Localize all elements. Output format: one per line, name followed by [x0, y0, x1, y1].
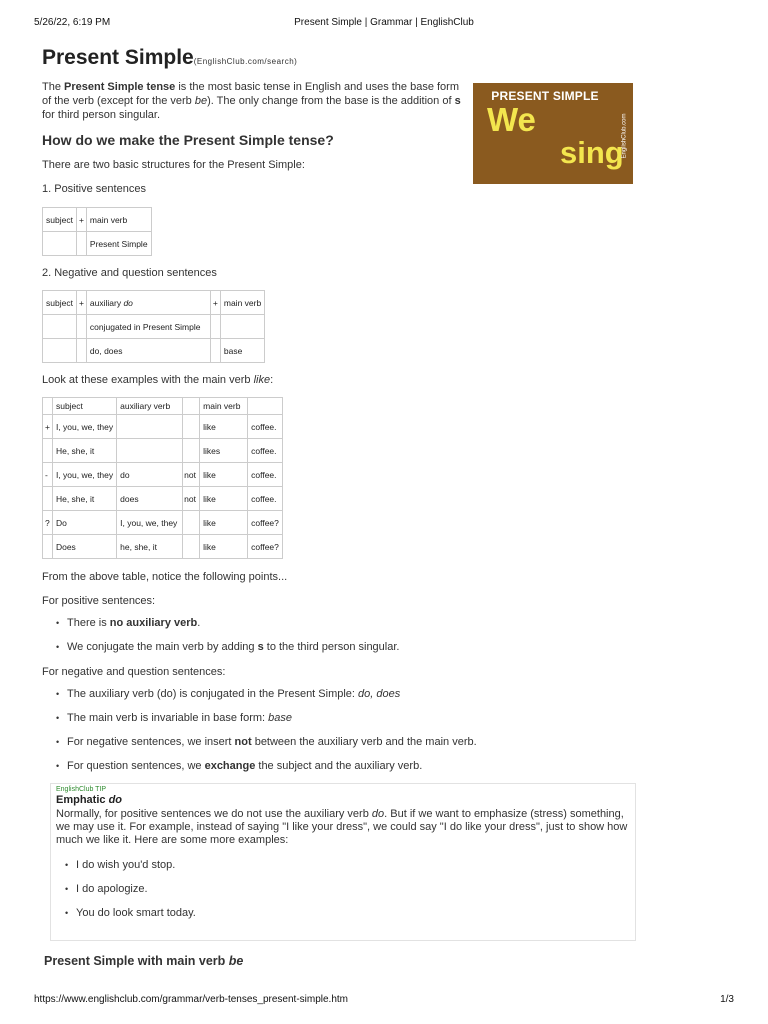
table-cell — [43, 315, 77, 339]
table-cell: not — [183, 487, 200, 511]
list-item: • For question sentences, we exchange the subject and the auxiliary verb. — [42, 759, 477, 773]
print-page-title: Present Simple | Grammar | EnglishClub — [294, 17, 474, 28]
positive-points-list — [42, 616, 399, 654]
table-row — [43, 415, 283, 439]
table-cell: likes — [200, 439, 248, 463]
table-cell — [117, 439, 183, 463]
table-cell: I, you, we, they — [117, 511, 183, 535]
table-cell: coffee. — [248, 439, 283, 463]
table-cell: + — [76, 208, 86, 232]
tip-title: Emphatic do — [56, 794, 123, 806]
table-cell: not — [183, 463, 200, 487]
print-page-number: 1/3 — [720, 994, 734, 1005]
section-heading-be: Present Simple with main verb be — [44, 954, 244, 968]
table-cell — [43, 339, 77, 363]
table-cell — [43, 232, 77, 256]
table-cell — [43, 439, 53, 463]
print-url: https://www.englishclub.com/grammar/verb-tenses_present-simple.htm — [34, 994, 349, 1005]
table-row — [43, 208, 152, 232]
table-cell: coffee. — [248, 415, 283, 439]
table-cell — [43, 487, 53, 511]
table-cell: Does — [52, 535, 116, 559]
table-cell: like — [200, 487, 248, 511]
table-cell: main verb — [86, 208, 151, 232]
table-row — [43, 291, 265, 315]
table-row — [43, 439, 283, 463]
logo-heading: PRESENT SIMPLE — [491, 89, 599, 103]
table-cell: auxiliary verb — [117, 398, 183, 415]
table-row — [43, 339, 265, 363]
table-cell — [76, 339, 86, 363]
table-cell: do, does — [86, 339, 210, 363]
list-item: • The auxiliary verb (do) is conjugated in the Present Simple: do, does — [42, 687, 477, 701]
table-row — [43, 232, 152, 256]
table-cell: does — [117, 487, 183, 511]
table-cell — [76, 315, 86, 339]
table-cell: like — [200, 415, 248, 439]
logo-we: We — [487, 101, 536, 138]
list-item: • The main verb is invariable in base form: base — [42, 711, 477, 725]
table-cell — [76, 232, 86, 256]
tip-examples-list — [51, 858, 196, 930]
table-cell: I, you, we, they — [52, 463, 116, 487]
table-cell: coffee? — [248, 511, 283, 535]
table-cell — [117, 415, 183, 439]
section-heading-make: How do we make the Present Simple tense? — [42, 132, 334, 148]
table-cell: he, she, it — [117, 535, 183, 559]
article — [42, 45, 636, 968]
present-simple-logo — [473, 83, 633, 184]
table-cell: conjugated in Present Simple — [86, 315, 210, 339]
list-item: • I do apologize. — [51, 882, 196, 896]
table-cell: ? — [43, 511, 53, 535]
table-cell: + — [210, 291, 220, 315]
table-cell: like — [200, 463, 248, 487]
table-cell — [183, 511, 200, 535]
negative-structure-table — [42, 290, 265, 363]
positive-sentences-label: 1. Positive sentences — [42, 183, 146, 195]
table-cell — [43, 535, 53, 559]
table-cell: + — [43, 415, 53, 439]
table-cell — [248, 398, 283, 415]
table-cell: main verb — [200, 398, 248, 415]
positive-structure-table — [42, 207, 152, 256]
table-cell: coffee? — [248, 535, 283, 559]
table-cell: He, she, it — [52, 439, 116, 463]
table-cell: like — [200, 511, 248, 535]
table-cell: coffee. — [248, 463, 283, 487]
list-item: • For negative sentences, we insert not between the auxiliary verb and the main verb. — [42, 735, 477, 749]
table-cell: like — [200, 535, 248, 559]
print-header — [34, 17, 734, 31]
table-cell: subject — [52, 398, 116, 415]
table-row — [43, 487, 283, 511]
table-cell: - — [43, 463, 53, 487]
negative-question-label: 2. Negative and question sentences — [42, 267, 217, 279]
list-item: • There is no auxiliary verb. — [42, 616, 399, 630]
table-row — [43, 511, 283, 535]
table-cell — [183, 398, 200, 415]
negative-points-list — [42, 687, 477, 773]
tip-box — [50, 783, 636, 941]
title-source: (EnglishClub.com/search) — [193, 57, 298, 66]
print-footer — [34, 994, 734, 1005]
table-cell: Present Simple — [86, 232, 151, 256]
table-row — [43, 398, 283, 415]
examples-table — [42, 397, 283, 559]
two-structures-text: There are two basic structures for the Present Simple: — [42, 159, 305, 171]
positive-label: For positive sentences: — [42, 595, 156, 607]
table-cell — [43, 398, 53, 415]
print-datetime: 5/26/22, 6:19 PM — [34, 17, 111, 28]
table-cell: main verb — [220, 291, 264, 315]
table-cell: base — [220, 339, 264, 363]
table-row — [43, 463, 283, 487]
intro-paragraph: The Present Simple tense is the most basic tense in English and uses the base form of the verb (except for the verb be). The only change from the base is the addition of s for third person singular. — [42, 81, 461, 121]
table-row — [43, 315, 265, 339]
table-cell: I, you, we, they — [52, 415, 116, 439]
notice-text: From the above table, notice the following points... — [42, 571, 288, 583]
tip-label: EnglishClub TIP — [56, 786, 107, 793]
negative-label: For negative and question sentences: — [42, 666, 226, 678]
tip-body: Normally, for positive sentences we do not use the auxiliary verb do. But if we want to emphasize (stress) something, we may use it. For example, instead of saying "I like your dress", we could say "I do like your dress", just to show how much we like it. Here are some more examples: — [56, 808, 628, 846]
table-cell: + — [76, 291, 86, 315]
table-cell: subject — [43, 208, 77, 232]
table-cell — [210, 339, 220, 363]
table-row — [43, 535, 283, 559]
table-cell — [183, 415, 200, 439]
table-cell: subject — [43, 291, 77, 315]
table-cell: coffee. — [248, 487, 283, 511]
table-cell: Do — [52, 511, 116, 535]
list-item: • You do look smart today. — [51, 906, 196, 920]
table-cell — [210, 315, 220, 339]
table-cell: auxiliary do — [86, 291, 210, 315]
logo-vertical-text: EnglishClub.com — [621, 113, 628, 159]
page-title: Present Simple(EnglishClub.com/search) — [42, 46, 298, 69]
logo-sing: sing — [560, 135, 624, 170]
table-cell — [183, 439, 200, 463]
list-item: • I do wish you'd stop. — [51, 858, 196, 872]
examples-intro: Look at these examples with the main verb like: — [42, 374, 274, 386]
table-cell — [220, 315, 264, 339]
table-cell — [183, 535, 200, 559]
table-cell: He, she, it — [52, 487, 116, 511]
table-cell: do — [117, 463, 183, 487]
list-item: • We conjugate the main verb by adding s to the third person singular. — [42, 640, 399, 654]
